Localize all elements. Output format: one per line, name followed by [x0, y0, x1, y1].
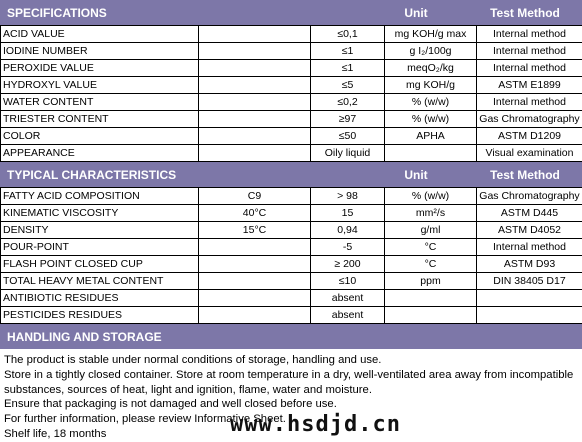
parameter-name: PEROXIDE VALUE — [1, 60, 199, 77]
parameter-unit: g/ml — [385, 222, 477, 239]
parameter-unit — [385, 145, 477, 162]
test-condition: 40°C — [199, 205, 311, 222]
parameter-unit: % (w/w) — [385, 94, 477, 111]
parameter-name: DENSITY — [1, 222, 199, 239]
parameter-name: FLASH POINT CLOSED CUP — [1, 256, 199, 273]
test-condition: C9 — [199, 188, 311, 205]
parameter-value: absent — [311, 290, 385, 307]
parameter-unit — [385, 290, 477, 307]
specifications-header — [0, 0, 582, 25]
parameter-value: ≤1 — [311, 43, 385, 60]
handling-paragraph: For further information, please review Informative Sheet. — [4, 412, 578, 427]
test-condition — [199, 145, 311, 162]
test-condition — [199, 273, 311, 290]
handling-storage-title: HANDLING AND STORAGE — [7, 330, 162, 344]
parameter-value: -5 — [311, 239, 385, 256]
specifications-title: SPECIFICATIONS — [7, 6, 107, 20]
parameter-unit: % (w/w) — [385, 111, 477, 128]
test-condition — [199, 77, 311, 94]
table-row — [1, 205, 582, 222]
table-row — [1, 26, 582, 43]
watermark: www.hsdjd.cn — [230, 412, 401, 437]
table-row — [1, 43, 582, 60]
test-method: ASTM D445 — [477, 205, 582, 222]
test-condition: 15°C — [199, 222, 311, 239]
test-method: Internal method — [477, 43, 582, 60]
test-method: ASTM D1209 — [477, 128, 582, 145]
test-method: ASTM D93 — [477, 256, 582, 273]
parameter-value: absent — [311, 307, 385, 324]
parameter-unit — [385, 307, 477, 324]
test-method — [477, 307, 582, 324]
parameter-name: WATER CONTENT — [1, 94, 199, 111]
handling-paragraph: Ensure that packaging is not damaged and well closed before use. — [4, 397, 578, 412]
parameter-unit: mm²/s — [385, 205, 477, 222]
table-row — [1, 145, 582, 162]
test-condition — [199, 43, 311, 60]
parameter-unit: APHA — [385, 128, 477, 145]
test-method: Internal method — [477, 26, 582, 43]
parameter-value: ≥97 — [311, 111, 385, 128]
handling-paragraph: Store in a tightly closed container. Store at room temperature in a dry, well-ventilated area away from incompatible substances, sources of heat, light and ignition, flame, water and moisture. — [4, 368, 578, 398]
test-condition — [199, 26, 311, 43]
table-row — [1, 77, 582, 94]
parameter-name: APPEARANCE — [1, 145, 199, 162]
typical-characteristics-table — [0, 187, 582, 324]
parameter-name: IODINE NUMBER — [1, 43, 199, 60]
table-row — [1, 239, 582, 256]
test-condition — [199, 256, 311, 273]
parameter-name: KINEMATIC VISCOSITY — [1, 205, 199, 222]
parameter-value: ≥ 200 — [311, 256, 385, 273]
test-method: ASTM D4052 — [477, 222, 582, 239]
parameter-unit: °C — [385, 239, 477, 256]
parameter-value: ≤0,2 — [311, 94, 385, 111]
parameter-value: ≤5 — [311, 77, 385, 94]
parameter-unit: mg KOH/g — [385, 77, 477, 94]
table-row — [1, 60, 582, 77]
table-row — [1, 307, 582, 324]
parameter-name: ACID VALUE — [1, 26, 199, 43]
parameter-value: ≤0,1 — [311, 26, 385, 43]
table-row — [1, 128, 582, 145]
typical-characteristics-title: TYPICAL CHARACTERISTICS — [7, 168, 176, 182]
test-condition — [199, 111, 311, 128]
test-method: Visual examination — [477, 145, 582, 162]
test-condition — [199, 94, 311, 111]
test-method: Internal method — [477, 94, 582, 111]
test-condition — [199, 290, 311, 307]
parameter-name: ANTIBIOTIC RESIDUES — [1, 290, 199, 307]
test-condition — [199, 307, 311, 324]
parameter-value: Oily liquid — [311, 145, 385, 162]
test-method: DIN 38405 D17 — [477, 273, 582, 290]
parameter-name: COLOR — [1, 128, 199, 145]
specifications-table — [0, 25, 582, 162]
method-column-header: Test Method — [470, 168, 580, 182]
parameter-name: PESTICIDES RESIDUES — [1, 307, 199, 324]
parameter-unit: °C — [385, 256, 477, 273]
parameter-value: 0,94 — [311, 222, 385, 239]
test-method: Internal method — [477, 60, 582, 77]
test-condition — [199, 60, 311, 77]
parameter-unit: % (w/w) — [385, 188, 477, 205]
handling-storage-header — [0, 324, 582, 349]
parameter-unit: ppm — [385, 273, 477, 290]
unit-column-header: Unit — [392, 6, 440, 20]
parameter-name: FATTY ACID COMPOSITION — [1, 188, 199, 205]
test-method: Gas Chromatography — [477, 188, 582, 205]
parameter-name: POUR-POINT — [1, 239, 199, 256]
parameter-name: TRIESTER CONTENT — [1, 111, 199, 128]
parameter-name: HYDROXYL VALUE — [1, 77, 199, 94]
table-row — [1, 222, 582, 239]
parameter-unit: g I₂/100g — [385, 43, 477, 60]
parameter-name: TOTAL HEAVY METAL CONTENT — [1, 273, 199, 290]
parameter-value: > 98 — [311, 188, 385, 205]
parameter-value: 15 — [311, 205, 385, 222]
test-method: ASTM E1899 — [477, 77, 582, 94]
table-row — [1, 111, 582, 128]
unit-column-header: Unit — [392, 168, 440, 182]
table-row — [1, 273, 582, 290]
parameter-value: ≤50 — [311, 128, 385, 145]
table-row — [1, 188, 582, 205]
table-row — [1, 290, 582, 307]
table-row — [1, 94, 582, 111]
test-condition — [199, 128, 311, 145]
parameter-unit: mg KOH/g max — [385, 26, 477, 43]
table-row — [1, 256, 582, 273]
method-column-header: Test Method — [470, 6, 580, 20]
parameter-value: ≤10 — [311, 273, 385, 290]
test-condition — [199, 239, 311, 256]
test-method: Gas Chromatography — [477, 111, 582, 128]
parameter-value: ≤1 — [311, 60, 385, 77]
test-method: Internal method — [477, 239, 582, 256]
parameter-unit: meqO₂/kg — [385, 60, 477, 77]
test-method — [477, 290, 582, 307]
handling-paragraph: Shelf life, 18 months — [4, 427, 578, 442]
typical-characteristics-header — [0, 162, 582, 187]
handling-paragraph: The product is stable under normal conditions of storage, handling and use. — [4, 353, 578, 368]
